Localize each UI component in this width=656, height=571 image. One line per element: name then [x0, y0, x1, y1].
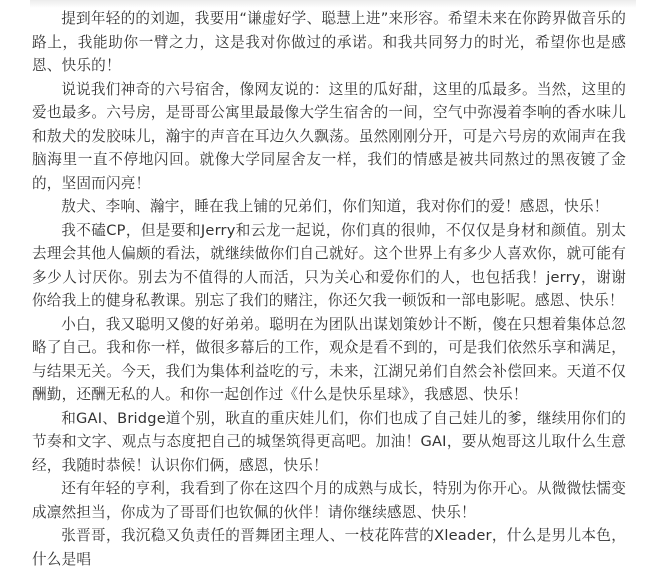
- paragraph-roommates: 敖犬、李响、瀚宇，睡在我上铺的兄弟们，你们知道，我对你们的爱！感恩，快乐！: [61, 198, 609, 215]
- paragraph-dorm-six: 说说我们神奇的六号宿舍，像网友说的：这里的瓜好甜，这里的瓜最多。当然，这里的爱也最多。六号房，是哥哥公寓里最最像大学生宿舍的一间，空气中弥漫着李响的香水味儿和敖犬的发胶味儿，瀚宇的声音在耳边久久飘荡。虽然刚刚分开，可是六号房的欢闹声在我脑海里一直不停地闪回。就像大学同屋舍友一样，我们的情感是被共同熬过的黑夜镀了金的，坚固而闪亮！: [32, 80, 626, 192]
- paragraph-zhangjin: 张晋哥，我沉稳又负责任的晋舞团主理人、一枝花阵营的Xleader，什么是男儿本色，什么是唱: [32, 527, 626, 568]
- article-body: [32, 7, 626, 571]
- paragraph-gai-bridge: 和GAI、Bridge道个别，耿直的重庆娃儿们，你们也成了自己娃儿的爹，继续用你们的节奏和文字、观点与态度把自己的城堡筑得更高吧。加油！GAI，要从炮哥这儿取什么生意经，我随时恭候！认识你们俩，感恩，快乐！: [32, 409, 626, 474]
- paragraph-xiaobai: 小白，我又聪明又傻的好弟弟。聪明在为团队出谋划策妙计不断，傻在只想着集体总忽略了自己。我和你一样，做很多幕后的工作，观众是看不到的，可是我们依然乐享和满足，与结果无关。今天，我们为集体利益吃的亏，未来，江湖兄弟们自然会补偿回来。天道不仅酬勤，还酬无私的人。和你一起创作过《什么是快乐星球》，我感恩、快乐！: [32, 315, 626, 403]
- paragraph-jerry-yunlong: 我不磕CP，但是要和Jerry和云龙一起说，你们真的很帅，不仅仅是身材和颜值。别太去理会其他人偏颇的看法，就继续做你们自己就好。这个世界上有多少人喜欢你，就可能有多少人讨厌你。别去为不值得的人而活，只为关心和爱你们的人，也包括我！jerry，谢谢你给我上的健身私教课。别忘了我们的赌注，你还欠我一顿饭和一部电影呢。感恩、快乐！: [32, 221, 626, 309]
- paragraph-liujia: 提到年轻的的刘迦，我要用“谦虚好学、聪慧上进”来形容。希望未来在你跨界做音乐的路上，我能助你一臂之力，这是我对你做过的承诺。和我共同努力的时光，希望你也是感恩、快乐的！: [32, 10, 626, 74]
- paragraph-henry: 还有年轻的亨利，我看到了你在这四个月的成熟与成长，特别为你开心。从微微怯懦变成凛然担当，你成为了哥哥们也钦佩的伙伴！请你继续感恩、快乐！: [32, 480, 626, 521]
